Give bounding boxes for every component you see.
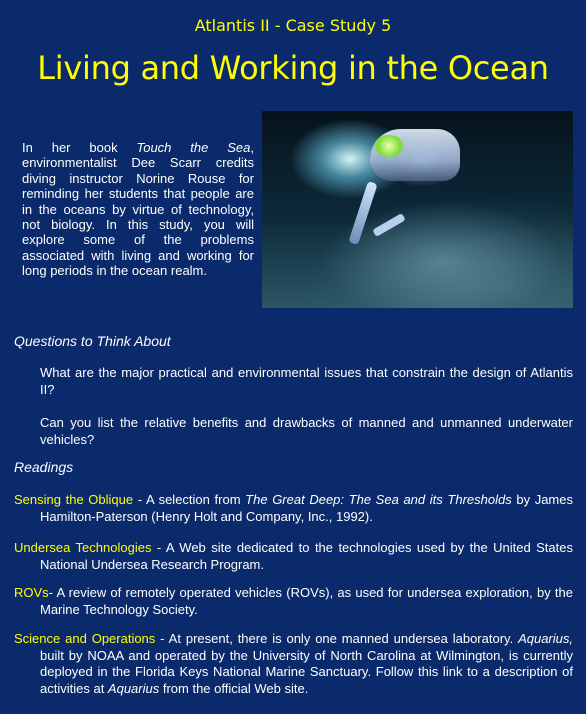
reading-link-rovs[interactable]: ROVs [14, 585, 49, 600]
book-title: Touch the Sea [136, 140, 251, 155]
intro-text-2: , environmentalist Dee Scarr credits diving instructor Norine Rouse for reminding her students that people are in the oceans by virtue of technology, not biology. In this study, you will explore some of the problems associated with living and working for long periods in the ocean realm. [22, 140, 254, 279]
reading-text: by James Hamilton-Paterson (Henry Holt and Company, Inc., 1992). [40, 492, 573, 524]
case-study-label: Atlantis II - Case Study 5 [194, 16, 392, 35]
reading-link-sensing-the-oblique[interactable]: Sensing the Oblique [14, 492, 134, 507]
questions-heading: Questions to Think About [14, 333, 171, 349]
manipulator-arm [348, 181, 377, 245]
aquarius-name: Aquarius [107, 680, 160, 696]
question-item: What are the major practical and environmental issues that constrain the design of Atlantis II? [40, 365, 573, 397]
manipulator-claw [372, 213, 405, 237]
reading-text: - A review of remotely operated vehicles (ROVs), as used for undersea exploration, by the Marine Technology Society. [40, 585, 573, 617]
reading-item [14, 585, 573, 618]
reading-item [14, 540, 573, 573]
submersible-photo [262, 111, 573, 308]
intro-paragraph [22, 140, 254, 279]
reading-item [14, 631, 573, 697]
reading-text: - A Web site dedicated to the technologies used by the United States National Undersea Research Program. [40, 540, 573, 572]
reading-text: from the official Web site. [159, 680, 309, 696]
aquarius-name: Aquarius, [518, 631, 573, 646]
reading-book-title: The Great Deep: The Sea and its Thresholds [245, 492, 512, 507]
reading-text: - At present, there is only one manned undersea laboratory. [155, 631, 519, 646]
readings-heading: Readings [14, 459, 74, 475]
reading-link-undersea-technologies[interactable]: Undersea Technologies [14, 540, 152, 555]
submersible-light [374, 135, 404, 157]
question-item: Can you list the relative benefits and drawbacks of manned and unmanned underwater vehicles? [40, 415, 573, 447]
page-title: Living and Working in the Ocean [37, 49, 549, 87]
reading-link-science-and-operations[interactable]: Science and Operations [14, 631, 156, 646]
reading-text: - A selection from [133, 492, 246, 507]
intro-text-1: In her book [22, 140, 137, 155]
reading-item [14, 492, 573, 525]
reading-text: built by NOAA and operated by the University of North Carolina at Wilmington, is currently deployed in the Florida Keys National Marine Sanctuary. Follow this link to a description of activities at [40, 647, 573, 696]
